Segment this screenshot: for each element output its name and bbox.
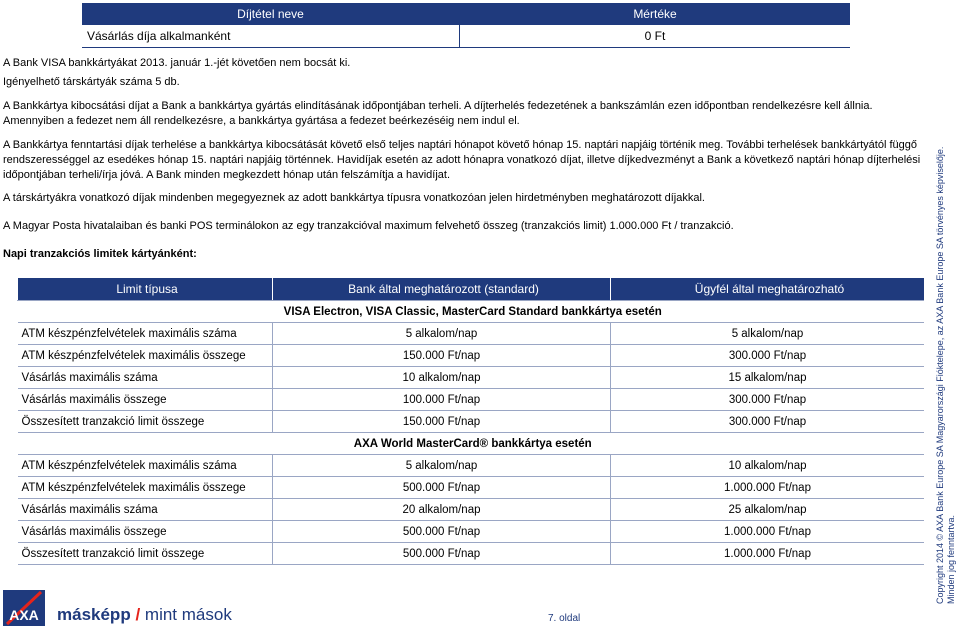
copyright-line-1: Copyright 2014 © AXA Bank Europe SA Magyarországi Fióktelepe, az AXA Bank Europe SA törvényes képviselője.	[935, 146, 945, 604]
table-row-label: Összesített tranzakció limit összege	[18, 411, 273, 433]
limits-table	[17, 278, 924, 565]
limits-section-axa-world: AXA World MasterCard® bankkártya esetén	[18, 433, 925, 455]
table-row-client: 10 alkalom/nap	[611, 455, 925, 477]
table-row-label: Összesített tranzakció limit összege	[18, 543, 273, 565]
page-number: 7. oldal	[548, 613, 581, 624]
table-row-standard: 500.000 Ft/nap	[273, 477, 611, 499]
table-row-standard: 150.000 Ft/nap	[273, 345, 611, 367]
table-row-label: Vásárlás maximális összege	[18, 521, 273, 543]
table-row-standard: 20 alkalom/nap	[273, 499, 611, 521]
paragraph-companion-cards: Igényelhető társkártyák száma 5 db.	[3, 76, 180, 88]
fee-table	[82, 3, 850, 48]
table-row-client: 1.000.000 Ft/nap	[611, 543, 925, 565]
table-row-standard: 100.000 Ft/nap	[273, 389, 611, 411]
limits-heading: Napi tranzakciós limitek kártyánként:	[3, 248, 197, 260]
table-row-client: 1.000.000 Ft/nap	[611, 521, 925, 543]
slogan-separator: /	[135, 605, 141, 624]
table-row-label: ATM készpénzfelvételek maximális száma	[18, 455, 273, 477]
limits-col-standard: Bank által meghatározott (standard)	[273, 278, 611, 301]
slogan-part-1: másképp	[57, 605, 131, 624]
fee-header-amount: Mértéke	[460, 3, 851, 25]
table-row-client: 15 alkalom/nap	[611, 367, 925, 389]
table-row-label: Vásárlás maximális száma	[18, 499, 273, 521]
table-row-client: 25 alkalom/nap	[611, 499, 925, 521]
limits-section-visa: VISA Electron, VISA Classic, MasterCard Standard bankkártya esetén	[18, 301, 925, 323]
limits-col-client: Ügyfél által meghatározható	[611, 278, 925, 301]
table-row-client: 300.000 Ft/nap	[611, 389, 925, 411]
table-row-label: ATM készpénzfelvételek maximális száma	[18, 323, 273, 345]
copyright-vertical	[935, 4, 960, 604]
footer-slogan	[57, 605, 232, 625]
table-row-client: 1.000.000 Ft/nap	[611, 477, 925, 499]
table-row-standard: 500.000 Ft/nap	[273, 521, 611, 543]
table-row-standard: 150.000 Ft/nap	[273, 411, 611, 433]
limits-col-type: Limit típusa	[18, 278, 273, 301]
fee-header-item: Díjtétel neve	[82, 3, 460, 25]
fee-row-amount: 0 Ft	[460, 25, 851, 48]
fee-row-item: Vásárlás díja alkalmanként	[82, 25, 460, 48]
paragraph-issuance-fee: A Bankkártya kibocsátási díjat a Bank a bankkártya gyártás elindításának időpontjában terheli. A díjterhelés fedezetének a bankszámlán ezen időpontban rendelkezésre kell állnia. Amennyiben a fedezet nem áll rendelkezésre, a bankkártya gyártása a fedezet beérkezéséig nem indul el.	[3, 100, 873, 127]
paragraph-post-limit: A Magyar Posta hivatalaiban és banki POS terminálokon az egy tranzakcióval maximum felvehető összeg (tranzakciós limit) 1.000.000 Ft / tranzakció.	[3, 220, 734, 232]
slogan-part-2: mint mások	[144, 605, 232, 624]
table-row-label: ATM készpénzfelvételek maximális összege	[18, 345, 273, 367]
paragraph-visa: A Bank VISA bankkártyákat 2013. január 1.-jét követően nem bocsát ki.	[3, 57, 351, 69]
table-row-label: ATM készpénzfelvételek maximális összege	[18, 477, 273, 499]
table-row-label: Vásárlás maximális száma	[18, 367, 273, 389]
table-row-standard: 5 alkalom/nap	[273, 323, 611, 345]
copyright-line-2: Minden jog fenntartva.	[946, 514, 956, 604]
paragraph-maintenance-fee: A Bankkártya fenntartási díjak terhelése a bankkártya kibocsátását követő első teljes naptári hónapot követő hónap 15. naptári napjáig történik meg. További terhelések bankkártyától függő rendszerességgel az esedékes hónap 15. naptári napjáig történnek. Havidíjak esetén az adott hónapra vonatkozó díjat, illetve díjkedvezményt a Bank a következő naptári hónap díjterhelési időpontjában terheli/írja jóvá. A Bank minden megkezdett hónap után felszámítja a havidíjat.	[3, 139, 921, 181]
table-row-client: 5 alkalom/nap	[611, 323, 925, 345]
table-row-client: 300.000 Ft/nap	[611, 411, 925, 433]
table-row-standard: 500.000 Ft/nap	[273, 543, 611, 565]
table-row-client: 300.000 Ft/nap	[611, 345, 925, 367]
table-row-label: Vásárlás maximális összege	[18, 389, 273, 411]
table-row-standard: 5 alkalom/nap	[273, 455, 611, 477]
svg-text:AXA: AXA	[9, 607, 39, 623]
paragraph-companion-fees: A társkártyákra vonatkozó díjak mindenben megegyeznek az adott bankkártya típusra vonatkozóan jelen hirdetményben meghatározott díjakkal.	[3, 192, 705, 204]
table-row-standard: 10 alkalom/nap	[273, 367, 611, 389]
axa-logo	[3, 590, 45, 626]
axa-logo-icon	[3, 590, 45, 626]
